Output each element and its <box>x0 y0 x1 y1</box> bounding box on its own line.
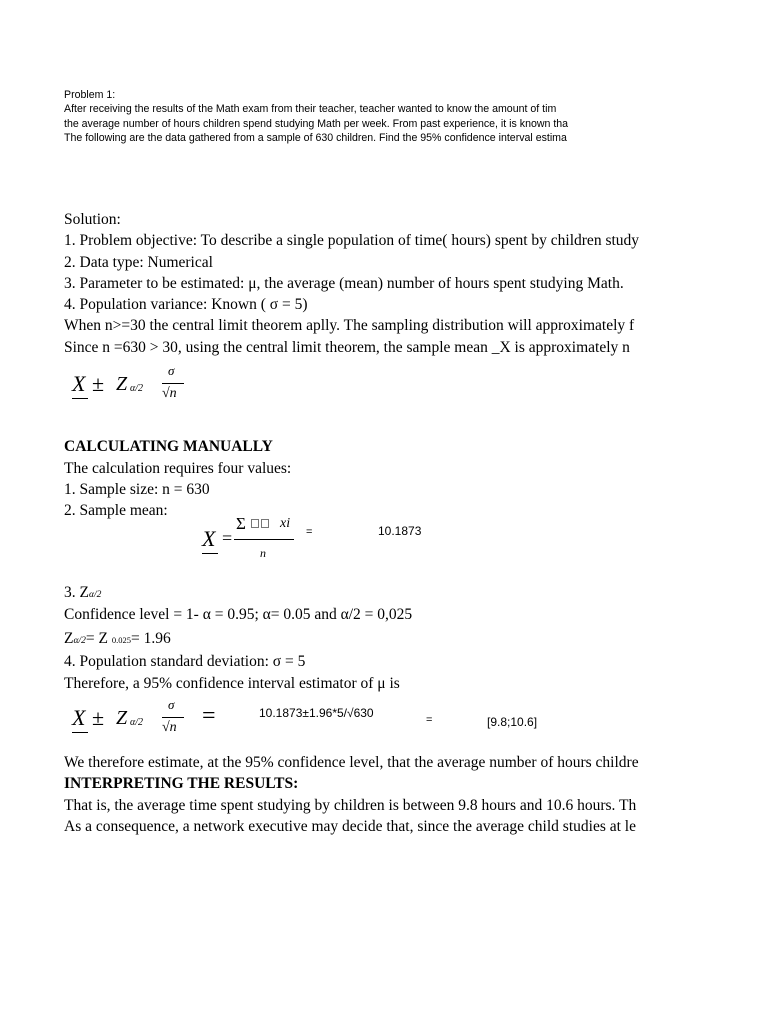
interpret-line-2: As a consequence, a network executive may decide that, since the average child studies at le <box>64 818 636 835</box>
sample-mean-label: 2. Sample mean: <box>64 502 168 519</box>
ci-formula <box>70 362 200 410</box>
formula-x-bar <box>72 398 88 399</box>
formula2-z: Z <box>116 707 128 729</box>
formula2-x: X <box>72 705 86 730</box>
problem-title: Problem 1: <box>64 89 116 101</box>
formula-sigma: σ <box>168 363 175 378</box>
therefore-line: Therefore, a 95% confidence interval estimator of μ is <box>64 675 400 692</box>
formula2-z-subscript: α/2 <box>130 717 144 728</box>
sample-mean-formula <box>200 510 320 560</box>
mean-formula-x: X <box>202 526 216 551</box>
sample-size: 1. Sample size: n = 630 <box>64 481 210 498</box>
ci-result: [9.8;10.6] <box>487 715 538 729</box>
interpret-line-1: That is, the average time spent studying by children is between 9.8 hours and 10.6 hours. Th <box>64 797 637 814</box>
mean-formula-x-bar <box>202 553 218 554</box>
ci-equals-sign: = <box>426 714 433 726</box>
clt-line-2 <box>64 338 630 358</box>
mean-formula-fraction-bar <box>234 539 294 540</box>
ci-expression: 10.1873±1.96*5/√630 <box>259 706 374 720</box>
clt-line-2-post: is approximately n <box>510 339 630 356</box>
solution-item-2: 2. Data type: Numerical <box>64 254 213 271</box>
ci-formula-result <box>70 696 230 746</box>
formula2-plus-minus: ± <box>92 705 105 730</box>
interpret-heading: INTERPRETING THE RESULTS: <box>64 775 299 792</box>
formula2-x-bar <box>72 732 88 733</box>
population-sd: 4. Population standard deviation: σ = 5 <box>64 653 306 670</box>
formula-plus-minus: ± <box>92 371 105 396</box>
confidence-level: Confidence level = 1- α = 0.95; α= 0.05 and α/2 = 0,025 <box>64 606 413 623</box>
formula-fraction-bar <box>162 383 184 384</box>
mean-value: 10.1873 <box>378 524 422 538</box>
solution-item-4: 4. Population variance: Known ( σ = 5) <box>64 296 308 313</box>
clt-line-2-xbar: _X <box>491 339 511 356</box>
problem-line-1: After receiving the results of the Math exam from their teacher, teacher wanted to know the amount of tim <box>64 103 557 115</box>
formula-x: X <box>72 371 86 396</box>
manual-intro: The calculation requires four values: <box>64 460 292 477</box>
mean-formula-xi: xi <box>280 516 291 531</box>
formula-z: Z <box>116 373 128 395</box>
mean-formula-sum: Σ <box>236 514 246 533</box>
formula-z-subscript: α/2 <box>130 383 144 394</box>
solution-item-3: 3. Parameter to be estimated: μ, the average (mean) number of hours spent studying Math. <box>64 275 624 292</box>
mean-formula-placeholder-boxes <box>250 514 270 532</box>
mean-equals-sign: = <box>306 526 313 538</box>
z-value: Zα/2= Z 0.025= 1.96 <box>64 630 171 647</box>
formula2-sigma: σ <box>168 697 175 712</box>
formula-sqrt-n: √n <box>162 386 177 401</box>
solution-item-1: 1. Problem objective: To describe a single population of time( hours) spent by children study <box>64 232 640 249</box>
z-label: 3. Zα/2 <box>64 584 102 601</box>
solution-heading: Solution: <box>64 211 121 228</box>
formula2-fraction-bar <box>162 717 184 718</box>
problem-line-3: The following are the data gathered from a sample of 630 children. Find the 95% confidence interval estima <box>64 132 567 144</box>
formula2-sqrt-n: √n <box>162 720 177 735</box>
estimate-statement: We therefore estimate, at the 95% confidence level, that the average number of hours childre <box>64 754 639 771</box>
mean-formula-denominator: n <box>260 546 266 560</box>
manual-heading: CALCULATING MANUALLY <box>64 438 273 455</box>
clt-line-2-pre: Since n =630 > 30, using the central limit theorem, the sample mean <box>64 339 492 356</box>
mean-formula-equals: = <box>222 528 233 548</box>
formula2-equals: = <box>202 703 216 729</box>
problem-line-2: the average number of hours children spend studying Math per week. From past experience, it is known tha <box>64 118 569 130</box>
clt-line-1: When n>=30 the central limit theorem aplly. The sampling distribution will approximately f <box>64 317 635 334</box>
